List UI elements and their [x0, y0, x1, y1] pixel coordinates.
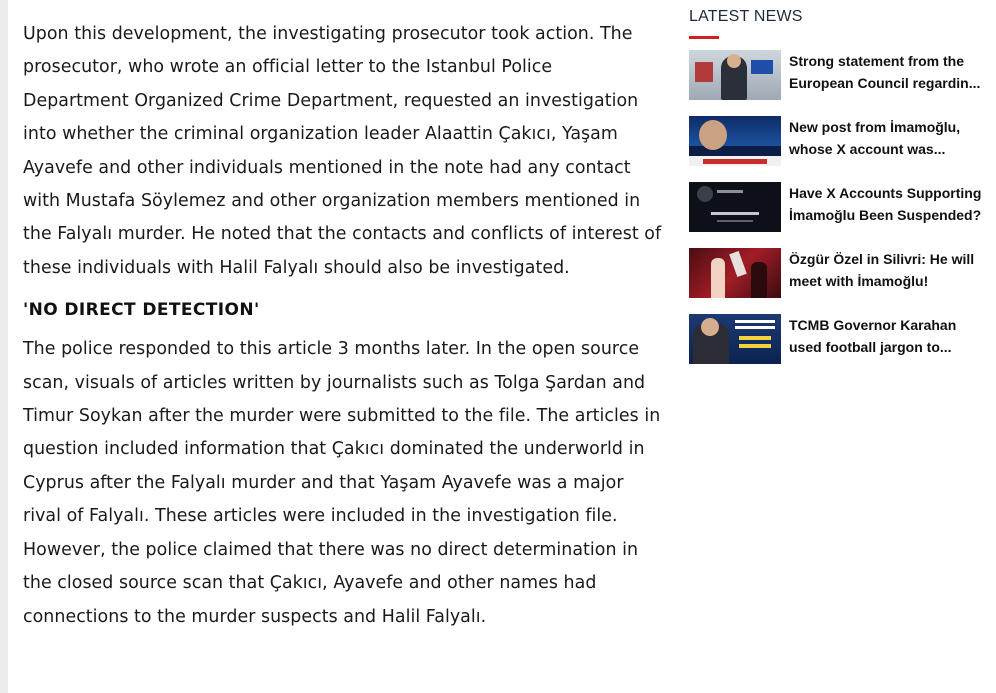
news-headline-1-line-1: Strong statement from the	[789, 53, 965, 69]
news-thumbnail-2[interactable]	[689, 116, 781, 166]
news-headline-5-line-1: TCMB Governor Karahan	[789, 317, 957, 333]
article-subheading: 'NO DIRECT DETECTION'	[23, 300, 260, 321]
news-headline-1-line-2: European Council regardin...	[789, 75, 981, 91]
article-paragraph-2: The police responded to this article 3 months later. In the open source scan, visuals of articles written by journalists such as Tolga Şardan and Timur Soykan after the murder were submitted to the file. The articles in question included information that Çakıcı dominated the underworld in Cyprus after the Falyalı murder and that Yaşam Ayavefe was a major rival of Falyalı. These articles were included in the investigation file. However, the police claimed that there was no direct determination in the closed source scan that Çakıcı, Ayavefe and other names had connections to the murder suspects and Halil Falyalı.	[23, 339, 661, 627]
news-headline-2[interactable]	[789, 116, 996, 160]
news-thumbnail-1[interactable]	[689, 50, 781, 100]
news-headline-5[interactable]	[789, 314, 996, 358]
news-item-5[interactable]	[689, 314, 996, 364]
news-item-4[interactable]	[689, 248, 996, 298]
news-thumbnail-5[interactable]	[689, 314, 781, 364]
article-paragraph-1: Upon this development, the investigating prosecutor took action. The prosecutor, who wrote an official letter to the Istanbul Police Department Organized Crime Department, requested an investigation into whether the criminal organization leader Alaattin Çakıcı, Yaşam Ayavefe and other individuals mentioned in the note had any contact with Mustafa Söylemez and other organization members mentioned in the Falyalı murder. He noted that the contacts and conflicts of interest of these individuals with Halil Falyalı should also be investigated.	[23, 24, 662, 278]
news-headline-3[interactable]	[789, 182, 996, 226]
news-headline-3-line-1: Have X Accounts Supporting	[789, 185, 982, 201]
news-headline-4-line-1: Özgür Özel in Silivri: He will	[789, 251, 975, 267]
news-item-2[interactable]	[689, 116, 996, 166]
title-accent-underline	[689, 36, 719, 39]
news-headline-4[interactable]	[789, 248, 996, 292]
news-headline-3-line-2: İmamoğlu Been Suspended?	[789, 207, 982, 223]
news-headline-4-line-2: meet with İmamoğlu!	[789, 273, 929, 289]
news-item-3[interactable]	[689, 182, 996, 232]
news-headline-1[interactable]	[789, 50, 996, 94]
latest-news-title: LATEST NEWS	[689, 8, 803, 25]
news-thumbnail-4[interactable]	[689, 248, 781, 298]
left-margin-strip	[0, 0, 8, 693]
news-headline-5-line-2: used football jargon to...	[789, 339, 952, 355]
news-thumbnail-3[interactable]	[689, 182, 781, 232]
news-headline-2-line-1: New post from İmamoğlu,	[789, 119, 961, 135]
news-headline-2-line-2: whose X account was...	[789, 141, 946, 157]
news-item-1[interactable]	[689, 50, 996, 100]
article-body	[23, 18, 663, 646]
latest-news-sidebar	[689, 0, 996, 380]
